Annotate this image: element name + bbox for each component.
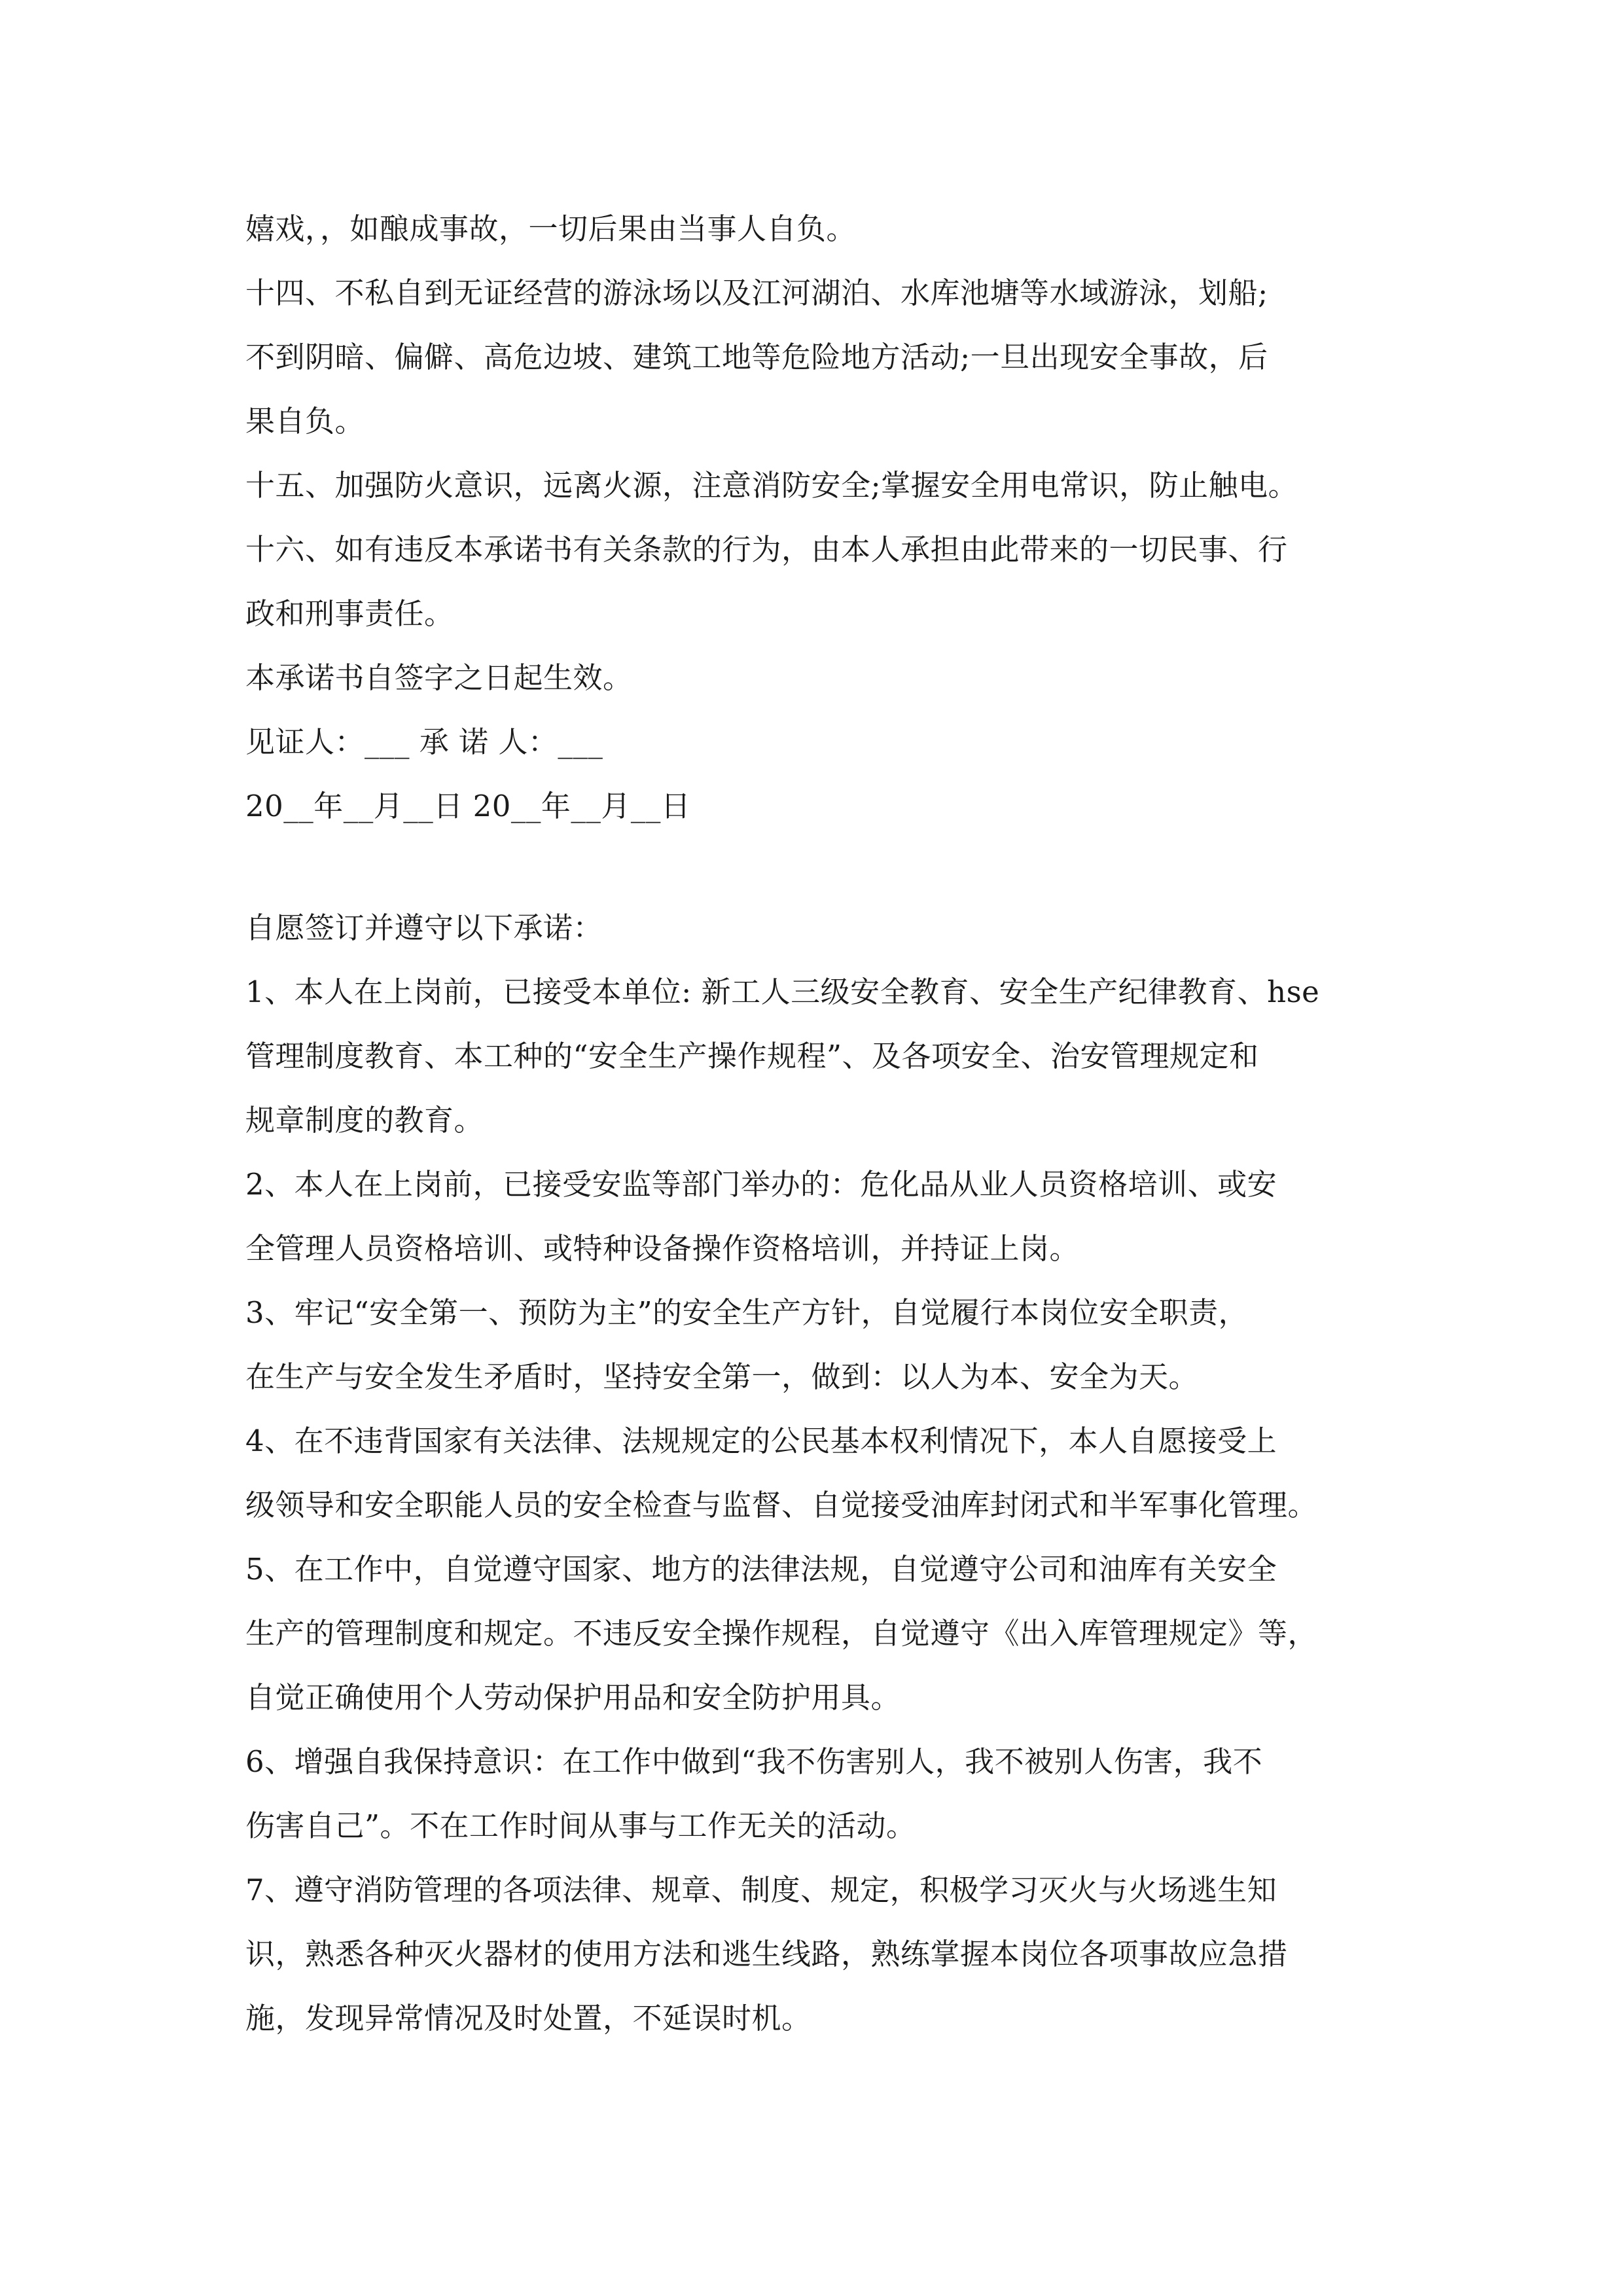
text-line: 规章制度的教育。 bbox=[245, 1103, 484, 1138]
section-heading: 自愿签订并遵守以下承诺： bbox=[245, 910, 603, 945]
text-line: 不到阴暗、偏僻、高危边坡、建筑工地等危险地方活动;一旦出现安全事故，后 bbox=[245, 340, 1268, 374]
text-line: 本承诺书自签字之日起生效。 bbox=[245, 660, 633, 695]
signature-line: 见证人：___ 承 诺 人：___ bbox=[245, 725, 603, 759]
text-line: 十六、如有违反本承诺书有关条款的行为，由本人承担由此带来的一切民事、行 bbox=[245, 532, 1288, 567]
date-line: 20__年__月__日 20__年__月__日 bbox=[245, 789, 691, 823]
text-line: 管理制度教育、本工种的“安全生产操作规程”、及各项安全、治安管理规定和 bbox=[245, 1039, 1259, 1073]
text-line: 政和刑事责任。 bbox=[245, 596, 454, 631]
text-line: 级领导和安全职能人员的安全检查与监督、自觉接受油库封闭式和半军事化管理。 bbox=[245, 1488, 1318, 1522]
text-line: 4、在不违背国家有关法律、法规规定的公民基本权利情况下，本人自愿接受上 bbox=[245, 1424, 1277, 1458]
text-line: 7、遵守消防管理的各项法律、规章、制度、规定，积极学习灭火与火场逃生知 bbox=[245, 1873, 1277, 1907]
text-line: 识，熟悉各种灭火器材的使用方法和逃生线路，熟练掌握本岗位各项事故应急措 bbox=[245, 1937, 1288, 1971]
text-line: 2、本人在上岗前，已接受安监等部门举办的：危化品从业人员资格培训、或安 bbox=[245, 1167, 1277, 1202]
text-line: 5、在工作中，自觉遵守国家、地方的法律法规，自觉遵守公司和油库有关安全 bbox=[245, 1552, 1277, 1587]
text-line: 果自负。 bbox=[245, 404, 365, 439]
text-line: 3、牢记“安全第一、预防为主”的安全生产方针，自觉履行本岗位安全职责， bbox=[245, 1295, 1249, 1330]
text-line: 全管理人员资格培训、或特种设备操作资格培训，并持证上岗。 bbox=[245, 1231, 1080, 1266]
text-line: 6、增强自我保持意识：在工作中做到“我不伤害别人，我不被别人伤害，我不 bbox=[245, 1744, 1263, 1779]
text-line: 自觉正确使用个人劳动保护用品和安全防护用具。 bbox=[245, 1680, 901, 1715]
text-line: 嬉戏，，如酿成事故，一切后果由当事人自负。 bbox=[245, 211, 857, 246]
text-line: 生产的管理制度和规定。不违反安全操作规程，自觉遵守《出入库管理规定》等， bbox=[245, 1616, 1318, 1651]
text-line: 十四、不私自到无证经营的游泳场以及江河湖泊、水库池塘等水域游泳，划船; bbox=[245, 276, 1268, 310]
text-line: 伤害自己”。不在工作时间从事与工作无关的活动。 bbox=[245, 1808, 916, 1843]
text-line: 1、本人在上岗前，已接受本单位: 新工人三级安全教育、安全生产纪律教育、hse bbox=[245, 975, 1320, 1009]
text-line: 在生产与安全发生矛盾时，坚持安全第一，做到：以人为本、安全为天。 bbox=[245, 1359, 1199, 1394]
text-line: 施，发现异常情况及时处置，不延误时机。 bbox=[245, 2001, 812, 2036]
text-line: 十五、加强防火意识，远离火源，注意消防安全;掌握安全用电常识，防止触电。 bbox=[245, 468, 1298, 503]
